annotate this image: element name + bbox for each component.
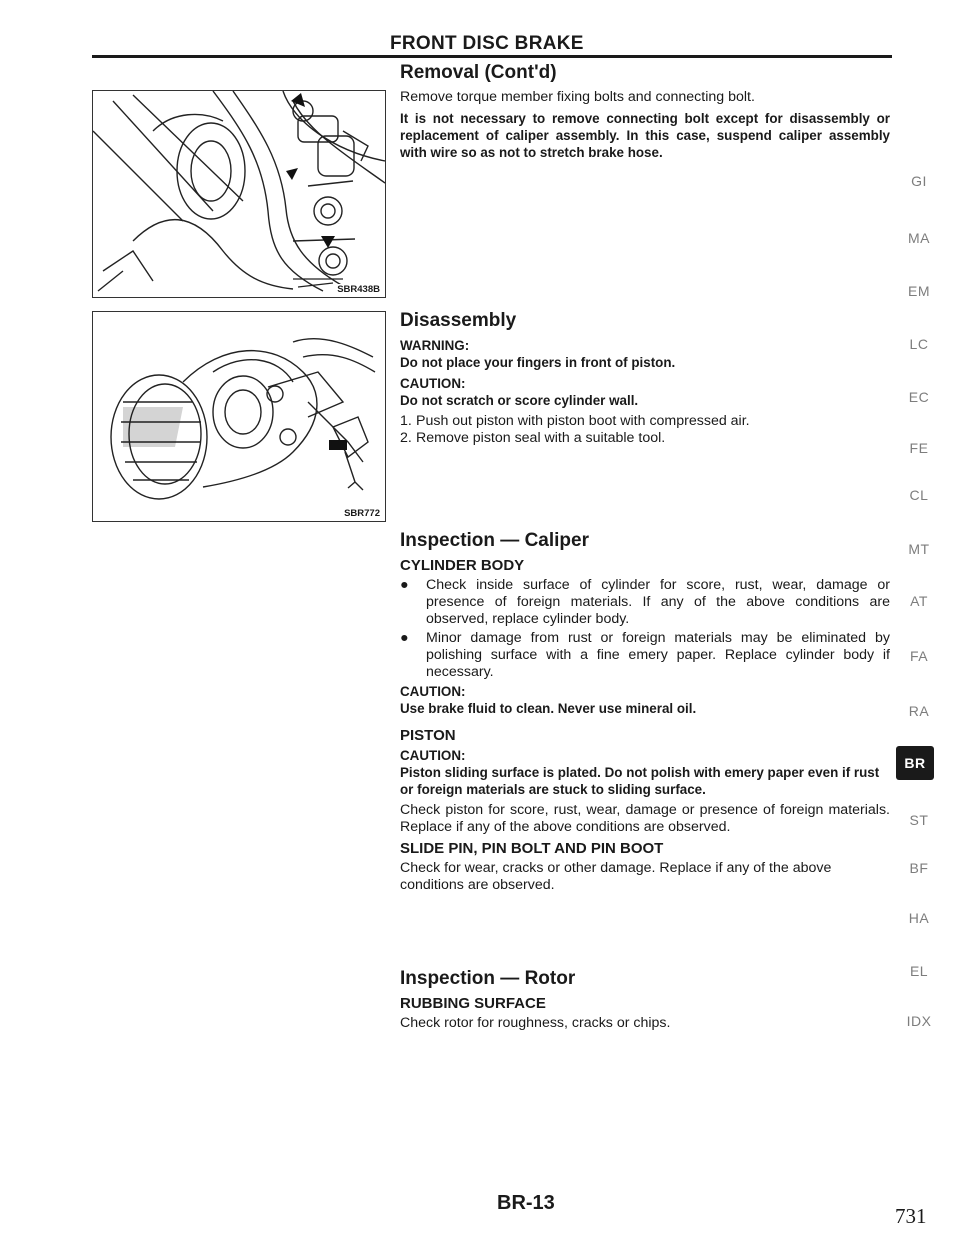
index-tab-idx[interactable]: IDX: [906, 1013, 932, 1029]
index-tab-st[interactable]: ST: [909, 812, 929, 828]
caution-label: CAUTION:: [400, 684, 466, 699]
bullet-icon: ●: [400, 577, 409, 593]
index-tab-bf[interactable]: BF: [909, 860, 929, 876]
section-heading: Inspection — Caliper: [400, 530, 589, 551]
caution-label: CAUTION:: [400, 748, 466, 763]
section-heading: Inspection — Rotor: [400, 968, 576, 989]
index-tab-gi[interactable]: GI: [911, 173, 927, 189]
warning-label: WARNING:: [400, 338, 470, 353]
page-title: FRONT DISC BRAKE: [390, 33, 584, 54]
index-tab-ra[interactable]: RA: [908, 703, 930, 719]
section-removal: [400, 62, 890, 165]
section-inspection-caliper: [400, 530, 890, 898]
figure-piston-removal: [92, 311, 386, 522]
caution-text: Use brake fluid to clean. Never use mineral oil.: [400, 701, 697, 716]
step-text: Push out piston with piston boot with compressed air.: [416, 413, 750, 429]
index-tab-ha[interactable]: HA: [908, 910, 930, 926]
warning-text: Do not place your fingers in front of piston.: [400, 355, 676, 370]
removal-note: It is not necessary to remove connecting bolt except for disassembly or replacement of caliper assembly. In this case, suspend caliper assembly with wire so as not to stretch brake hose.: [400, 111, 890, 160]
index-tab-br[interactable]: BR: [896, 746, 934, 780]
index-tab-em[interactable]: EM: [908, 283, 930, 299]
section-inspection-rotor: [400, 968, 890, 1036]
step-text: Remove piston seal with a suitable tool.: [416, 430, 666, 446]
header-rule: [92, 55, 892, 58]
rubbing-text: Check rotor for roughness, cracks or chips.: [400, 1015, 671, 1031]
index-tab-fa[interactable]: FA: [909, 648, 929, 664]
section-disassembly: [400, 310, 890, 447]
list-item: [400, 430, 890, 447]
subsection-title: RUBBING SURFACE: [400, 995, 546, 1012]
subsection-title: PISTON: [400, 727, 456, 744]
removal-step: Remove torque member fixing bolts and connecting bolt.: [400, 89, 755, 105]
step-number: 2.: [400, 430, 412, 446]
subsection-title: CYLINDER BODY: [400, 557, 525, 574]
step-number: 1.: [400, 413, 412, 429]
index-tab-at[interactable]: AT: [910, 593, 928, 609]
index-tab-lc[interactable]: LC: [909, 336, 929, 352]
index-tab-mt[interactable]: MT: [908, 541, 930, 557]
index-tab-ec[interactable]: EC: [908, 389, 930, 405]
bullet-text: Minor damage from rust or foreign materials may be eliminated by polishing surface with a fine emery paper. Replace cylinder body if necessary.: [426, 630, 890, 680]
section-heading: Removal (Cont'd): [400, 62, 557, 83]
index-tab-ma[interactable]: MA: [908, 230, 930, 246]
bullet-text: Check inside surface of cylinder for score, rust, wear, damage or presence of foreign materials. If any of the above conditions are observed, replace cylinder body.: [426, 577, 890, 627]
caution-text: Do not scratch or score cylinder wall.: [400, 393, 639, 408]
caution-label: CAUTION:: [400, 376, 466, 391]
index-tab-fe[interactable]: FE: [909, 440, 929, 456]
piston-text: Check piston for score, rust, wear, damage or presence of foreign materials. Replace if any of the above conditions are observed.: [400, 802, 890, 835]
list-item: [400, 577, 890, 628]
index-tab-el[interactable]: EL: [909, 963, 929, 979]
subsection-title: SLIDE PIN, PIN BOLT AND PIN BOOT: [400, 840, 664, 857]
list-item: [400, 630, 890, 681]
figure-caliper-removal: [92, 90, 386, 298]
figure-label: SBR438B: [337, 284, 380, 295]
piston-removal-illustration: [93, 312, 385, 521]
page-code: BR-13: [497, 1192, 555, 1214]
slide-pin-text: Check for wear, cracks or other damage. Replace if any of the above conditions are observed.: [400, 860, 832, 893]
caution-text: Piston sliding surface is plated. Do not polish with emery paper even if rust or foreign materials are stuck to sliding surface.: [400, 765, 880, 797]
list-item: [400, 413, 890, 430]
page-number: 731: [895, 1204, 927, 1228]
side-index: [902, 0, 942, 1242]
section-heading: Disassembly: [400, 310, 517, 331]
index-tab-cl[interactable]: CL: [909, 487, 929, 503]
figure-label: SBR772: [344, 508, 380, 519]
bullet-icon: ●: [400, 630, 409, 646]
caliper-removal-illustration: [93, 91, 385, 297]
